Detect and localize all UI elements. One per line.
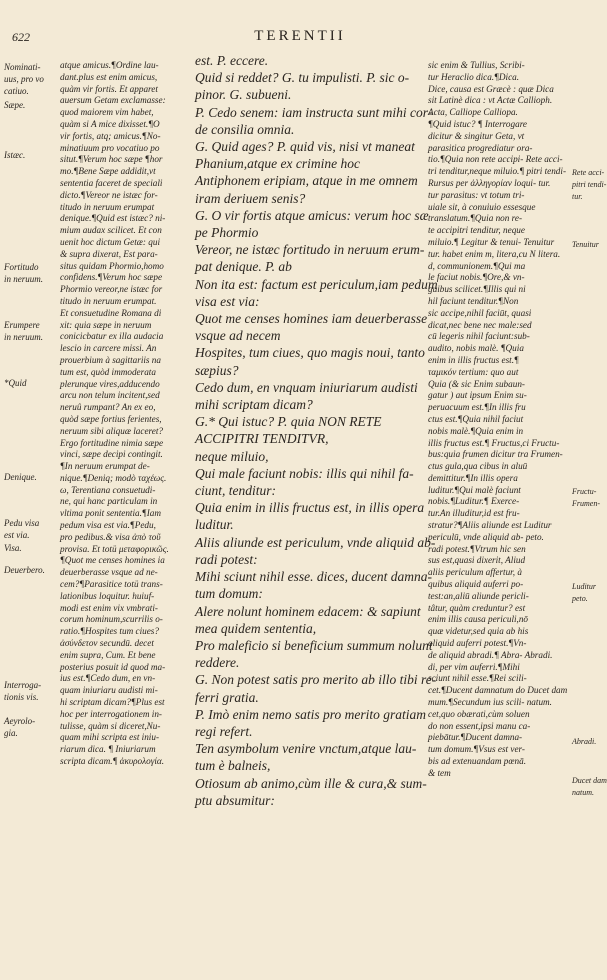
margin-note: in neruum.: [4, 274, 43, 284]
commentary-line: tio.¶Quia non rete accipi- Rete acci-: [428, 154, 563, 165]
commentary-line: Acta, Calliope Calliopa.: [428, 107, 518, 118]
commentary-line: gatur ) aut ipsum Enim su-: [428, 390, 527, 401]
commentary-line: lationibus loquitur. huiuf-: [60, 590, 155, 601]
commentary-line: aliquid auferri potest.¶Vn-: [428, 638, 527, 649]
commentary-line: ius est.¶Cedo dum, en vn-: [60, 673, 156, 684]
commentary-line: audito, nobis malè. ¶Quia: [428, 343, 524, 354]
verse-line: Vereor, ne istæc fortitudo in neruum erum-: [195, 242, 425, 258]
commentary-line: sic accipe,nihil faciūt, quasi: [428, 307, 532, 318]
commentary-line: bis ad extenuandam pœnā.: [428, 756, 526, 767]
commentary-line: arcu non telum incitent,sed: [60, 390, 160, 401]
margin-note: Ducet dam: [572, 776, 607, 785]
verse-line: Mihi sciunt nihil esse. dices, ducent damna-: [195, 569, 432, 585]
verse-line: sæpius?: [195, 362, 239, 378]
commentary-line: vltima ponit sententia.¶Iam: [60, 508, 162, 519]
left-commentary-column: [60, 60, 190, 768]
commentary-line: modi est enim vix vmbrati-: [60, 602, 158, 613]
verse-line: pat denique. P. ab: [195, 259, 292, 275]
commentary-line: xit: quia sæpe in neruum: [60, 319, 152, 330]
commentary-line: titudo in neruum erumpat: [60, 201, 155, 212]
commentary-line: tur parasitus: vt totum tri-: [428, 189, 525, 200]
commentary-line: hi scriptam dicam?¶Plus est: [60, 697, 165, 708]
commentary-line: Dice, causa est Græcè : quæ Dica: [428, 83, 554, 94]
commentary-line: bus:quia frumen dicitur tra Frumen-: [428, 449, 563, 460]
commentary-line: tur Heraclio dica.¶Dica.: [428, 71, 520, 82]
margin-note: tionis vis.: [4, 692, 39, 702]
commentary-line: cet,quo obærati,cùm soluen: [428, 708, 530, 719]
commentary-line: hoc per interrogationem in-: [60, 708, 162, 719]
commentary-line: provisa. Et totü μεταφορικῶς.: [60, 543, 169, 554]
margin-note: Frumen-: [572, 499, 600, 508]
margin-note: Aeyrolo-: [4, 716, 36, 726]
commentary-line: nobis.¶Luditur.¶ Exerce-: [428, 496, 520, 507]
commentary-line: dicat,nec bene nec male:sed: [428, 319, 532, 330]
verse-line: Quid si reddet? G. tu impulisti. P. sic o-: [195, 70, 410, 86]
margin-note: peto.: [572, 594, 588, 603]
commentary-line: dicitur & singitur Geta, vt: [428, 130, 525, 141]
verse-line: ferri gratia.: [195, 689, 259, 705]
commentary-line: quam mihi scripta est iniu-: [60, 732, 160, 743]
commentary-line: & tem: [428, 767, 451, 778]
commentary-line: conicicbatur ex illa audacia: [60, 331, 164, 342]
verse-line: Cedo dum, en vnquam iniuriarum audisti: [195, 379, 418, 395]
verse-line: tum domum:: [195, 586, 263, 602]
verse-line: Quot me censes homines iam deuerberasse: [195, 311, 428, 327]
right-commentary-column: [428, 60, 568, 780]
commentary-line: sic enim & Tullius, Scribi-: [428, 60, 525, 70]
commentary-line: lescio in carcere missi. An: [60, 343, 157, 354]
verse-line: mihi scriptam dicam?: [195, 397, 313, 413]
verse-line: G. O vir fortis atque amicus: verum hoc sæ: [195, 207, 429, 223]
right-margin-notes: [572, 60, 607, 965]
verse-line: Ten asymbolum venire vnctum,atque lau-: [195, 741, 417, 757]
commentary-line: quàm vir fortis. Et apparet: [60, 83, 158, 94]
margin-note: Fortitudo: [4, 262, 39, 272]
commentary-line: plerunque vires,adducendo: [60, 378, 160, 389]
commentary-line: Ergo fortitudine nimia sæpe: [60, 437, 164, 448]
commentary-line: de aliquid abradi.¶ Abra- Abradi.: [428, 649, 553, 660]
commentary-line: enim illis causa periculi,nō: [428, 614, 529, 625]
commentary-line: Quia (& sic Enim subaun-: [428, 378, 525, 389]
commentary-line: neruum sibi aliquæ laceret?: [60, 425, 164, 436]
commentary-line: tur.An illuditur,id est fru-: [428, 508, 520, 519]
commentary-line: sus est,quasi dixerit, Aliud: [428, 555, 526, 566]
margin-note: Nominati-: [4, 62, 41, 72]
verse-line: ptu absumitur:: [195, 792, 275, 808]
margin-note: pitri tendi-: [572, 180, 607, 189]
verse-line: Alere nolunt hominem edacem: & sapiunt: [195, 603, 421, 619]
commentary-line: mium audax scilicet. Et con: [60, 225, 162, 236]
verse-line: mea quidem sententia,: [195, 620, 317, 636]
commentary-line: cet.¶Ducent damnatum do Ducet dam: [428, 685, 568, 696]
verse-line: Non ita est: factum est periculum,iam pedum: [195, 276, 438, 292]
commentary-line: titudo in neruum erumpat.: [60, 295, 157, 306]
commentary-line: denique.¶Quid est istæc? ni-: [60, 213, 166, 224]
margin-note: gia.: [4, 728, 18, 738]
page-number: 622: [12, 30, 30, 44]
verse-line: Phanium,atque ex crimine hoc: [195, 156, 360, 172]
verse-line: ACCIPITRI TENDITVR,: [195, 431, 329, 447]
commentary-line: tur. habet enim m, litera,cu N litera.: [428, 248, 561, 259]
commentary-line: vinci, sæpe decipi contingit.: [60, 449, 163, 460]
running-head: TERENTII: [254, 28, 346, 44]
commentary-line: tulisse, quàm si diceret,Nu-: [60, 720, 161, 731]
commentary-line: hil faciunt tenditur.¶Non: [428, 295, 519, 306]
commentary-line: parasitica progrediatur ora-: [428, 142, 533, 153]
verse-line: Quia enim in illis fructus est, in illis opera: [195, 500, 425, 516]
margin-note: Fructu-: [572, 487, 597, 496]
commentary-line: tum domum.¶Vsus est ver-: [428, 744, 525, 755]
commentary-line: atque amicus.¶Ordine lau-: [60, 60, 159, 70]
margin-note: Denique.: [4, 472, 37, 482]
commentary-line: cū legeris nihil faciunt:sub-: [428, 331, 530, 342]
commentary-line: d, communionem.¶Qui ma: [428, 260, 526, 271]
verse-line: P. Cedo senem: iam instructa sunt mihi cor-: [195, 104, 433, 120]
commentary-line: mo.¶Bene Sæpe addidit,vt: [60, 166, 156, 177]
verse-line: est. P. eccere.: [195, 53, 269, 68]
commentary-line: tri tenditur,neque miluio.¶ pitri tendi-: [428, 166, 567, 177]
commentary-line: dant.plus est enim amicus,: [60, 71, 158, 82]
commentary-line: enim in illis fructus est.¶: [428, 354, 519, 365]
commentary-line: ¶Quot me censes homines ia: [60, 555, 165, 566]
verse-line: de consilia omnia.: [195, 121, 295, 137]
margin-note: in neruum.: [4, 332, 43, 342]
commentary-line: translatum.¶Quia non re-: [428, 213, 523, 224]
commentary-line: periculū, vnde aliquid ab- peto.: [428, 531, 544, 542]
margin-note: Luditur: [572, 582, 597, 591]
commentary-line: ctus est.¶Quia nihil faciut: [428, 413, 524, 424]
commentary-line: test:an,aliū aliunde pericli-: [428, 590, 529, 601]
left-margin-notes: [4, 60, 56, 965]
margin-note: Sæpe.: [4, 100, 26, 110]
commentary-line: quæ videtur,sed quia ab his: [428, 626, 529, 637]
commentary-line: di, per vim auferri.¶Mihi: [428, 661, 520, 672]
margin-note: Interroga-: [4, 680, 42, 690]
commentary-line: situt.¶Verum hoc sæpe ¶hor: [60, 154, 163, 165]
commentary-line: confidens.¶Verum hoc sæpe: [60, 272, 163, 283]
margin-note: Istæc.: [4, 150, 26, 160]
commentary-line: pro pedibus.& visa ἀπὸ τοῦ: [60, 531, 161, 542]
margin-note: uus, pro vo: [4, 74, 44, 84]
verse-line: visa est via:: [195, 293, 260, 309]
commentary-line: enim supra, Cum. Et bene: [60, 649, 156, 660]
commentary-line: ¶In neruum erumpat de-: [60, 461, 150, 472]
commentary-line: ne, qui hanc particulam in: [60, 496, 158, 507]
commentary-line: vir fortis, atq; amicus.¶No-: [60, 130, 161, 141]
commentary-line: nique.¶Deniq; modò ταχέως.: [60, 472, 167, 483]
margin-note: Abradi.: [572, 737, 597, 746]
verse-line: Antiphonem eripiam, atque in me omnem: [195, 173, 418, 189]
commentary-line: ω, Terentiana consuetudi-: [60, 484, 156, 495]
margin-note: Tenuitur: [572, 240, 599, 249]
verse-line: regi refert.: [195, 723, 253, 739]
margin-note: Erumpere: [4, 320, 40, 330]
verse-line: Aliis aliunde est periculum, vnde aliquid ab-: [195, 534, 436, 550]
commentary-line: cem?¶Parasitice totü trans-: [60, 579, 163, 590]
margin-note: tur.: [572, 192, 583, 201]
verse-line: tum è balneis,: [195, 758, 271, 774]
commentary-line: neruû rumpant? An ex eo,: [60, 402, 156, 413]
commentary-line: quàm si A mice dixisset.¶O: [60, 118, 160, 129]
commentary-line: do non essent,ipsi manu ca-: [428, 720, 531, 731]
commentary-line: nobis malè.¶Quia enim in: [428, 425, 524, 436]
commentary-line: & supra dixerat, Est para-: [60, 248, 158, 259]
verse-line: iram deriuem senis?: [195, 190, 306, 206]
verse-line: G. Non potest satis pro merito ab illo tibi re-: [195, 672, 437, 688]
commentary-line: peruacuum est.¶In illis fru: [428, 402, 526, 413]
commentary-line: quòd sæpe fortius ferientes,: [60, 413, 162, 424]
commentary-line: sit Latinè dica : vt Actæ Callioph.: [428, 95, 553, 106]
commentary-line: minatiuum pro vocatiuo po: [60, 142, 160, 153]
commentary-line: tum est, quòd immoderata: [60, 366, 156, 377]
verse-line: pe Phormio: [195, 225, 259, 241]
commentary-line: Et consuetudine Romana di: [60, 307, 162, 318]
verse-line: reddere.: [195, 655, 240, 671]
commentary-line: sententia faceret de speciali: [60, 177, 163, 188]
commentary-line: quod maiorem vim habet,: [60, 107, 154, 118]
verse-line: radi potest:: [195, 551, 258, 567]
verse-line: luditur.: [195, 517, 234, 533]
margin-note: Pedu visa: [4, 518, 40, 528]
commentary-line: ratio.¶Hospites tum ciues?: [60, 626, 159, 637]
commentary-line: stratur?¶Aliis aliunde est Luditur: [428, 520, 552, 531]
verse-line: ciunt, tenditur:: [195, 483, 276, 499]
commentary-line: scripta dicam.¶ ἀκυρολογία.: [60, 756, 164, 767]
commentary-line: luditur.¶Qui malè faciunt: [428, 484, 521, 495]
commentary-line: radi potest.¶Vtrum hic sen: [428, 543, 526, 554]
verse-line: G.* Qui istuc? P. quia NON RETE: [195, 414, 382, 430]
commentary-line: quam iniuriaru audisti mi-: [60, 685, 158, 696]
commentary-line: pedum visa est via.¶Pedu,: [60, 520, 156, 531]
verse-line: G. Quid ages? P. quid vis, nisi vt maneat: [195, 139, 415, 155]
verse-line: Qui male faciunt nobis: illis qui nihil fa-: [195, 465, 414, 481]
commentary-line: sciunt nihil esse.¶Rei scili-: [428, 673, 527, 684]
verse-line: P. Imò enim nemo satis pro merito gratiam: [195, 706, 426, 722]
commentary-line: mum.¶Secundum ius scili- natum.: [428, 697, 552, 708]
verse-line: pinor. G. subueni.: [195, 87, 292, 103]
verse-line: neque miluio,: [195, 448, 269, 464]
commentary-line: ¶Quid istuc? ¶ Interrogare: [428, 118, 528, 129]
commentary-line: dicto.¶Vereor ne istæc for-: [60, 189, 158, 200]
commentary-line: ταμικόν tertium: quo aut: [428, 366, 519, 377]
commentary-line: illis fructus est.¶ Fructus,ci Fructu-: [428, 437, 560, 448]
margin-note: Visa.: [4, 543, 22, 553]
margin-note: catiuo.: [4, 86, 29, 96]
margin-note: *Quid: [4, 378, 27, 388]
margin-note: Rete acci-: [572, 168, 605, 177]
margin-note: natum.: [572, 788, 594, 797]
commentary-line: uenit hoc dictum Getæ: qui: [60, 236, 161, 247]
commentary-line: posterius posuit id quod ma-: [60, 661, 166, 672]
commentary-line: ἀσύνδετον secundū. decet: [60, 638, 154, 649]
commentary-line: prouerbium à sagittariis na: [60, 354, 161, 365]
commentary-line: guibus scilicet.¶Illis qui ni: [428, 284, 526, 295]
commentary-line: le faciut nobis.¶Ore,& vn-: [428, 272, 525, 283]
margin-note: Deuerbero.: [4, 565, 45, 575]
main-text-column: [195, 52, 438, 809]
verse-line: vsque ad necem: [195, 328, 281, 344]
commentary-line: aliis periculum affertur, à: [428, 567, 522, 578]
commentary-line: riarum dica. ¶ Iniuriarum: [60, 744, 156, 755]
commentary-line: piebātur.¶Ducent damna-: [428, 732, 523, 743]
commentary-line: auersum Getam exclamasse:: [60, 95, 166, 106]
margin-note: est via.: [4, 530, 30, 540]
commentary-line: miluio.¶ Legitur & tenui- Tenuitur: [428, 236, 555, 247]
verse-line: Pro maleficio si beneficium summum nolunt: [195, 637, 433, 653]
commentary-line: corum hominum,scurrilis o-: [60, 614, 163, 625]
commentary-line: uiale sit, à conuiuio essesque: [428, 201, 536, 212]
commentary-line: ctus gula,qua cibus in aluū: [428, 461, 528, 472]
commentary-line: Phormio vereor,ne istæc for: [60, 284, 163, 295]
commentary-line: demittitur.¶In illis opera: [428, 472, 518, 483]
verse-line: Hospites, tum ciues, quo magis noui, tanto: [195, 345, 425, 361]
commentary-line: deuerberasse vsque ad ne-: [60, 567, 158, 578]
commentary-line: Rursus per ἀλληγορίαν loqui- tur.: [428, 177, 551, 188]
commentary-line: te accipitri tenditur, neque: [428, 225, 525, 236]
commentary-line: quibus aliquid auferri po-: [428, 579, 524, 590]
verse-line: Otiosum ab animo,cùm ille & cura,& sum-: [195, 775, 427, 791]
commentary-line: situs quidam Phormio,homo: [60, 260, 164, 271]
commentary-line: tâtur, quàm creduntur? est: [428, 602, 526, 613]
